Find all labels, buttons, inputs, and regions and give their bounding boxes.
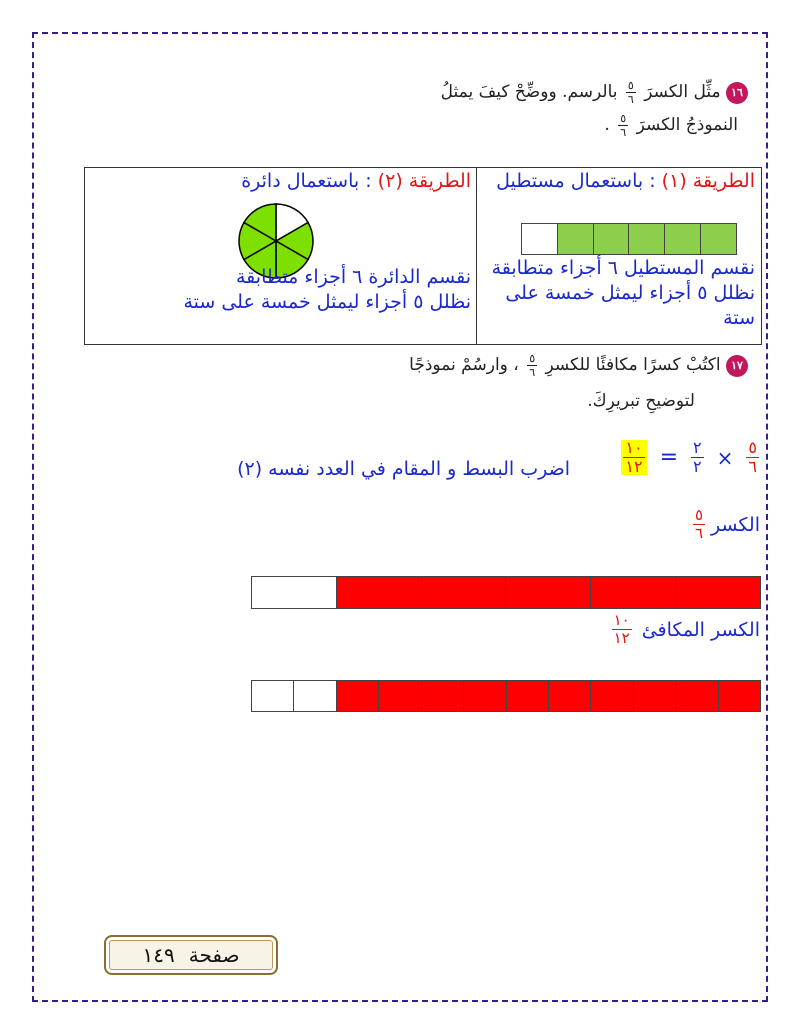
bar-segment-shaded — [676, 577, 760, 608]
question-number-badge: ١٧ — [726, 355, 748, 377]
bar-segment-shaded — [337, 577, 422, 608]
method-1-description: نقسم المستطيل ٦ أجزاء متطابقة نظلل ٥ أجزاء ليمثل خمسة على ستة — [491, 257, 755, 329]
original-fraction — [746, 440, 759, 475]
bar-segment-shaded — [549, 681, 591, 711]
times-sign: × — [716, 445, 734, 470]
question-16 — [441, 80, 748, 105]
fraction-denominator: ٦ — [694, 524, 703, 542]
method-1-caption: : باستعمال مستطيل — [496, 170, 662, 192]
fraction-denominator: ٦ — [620, 126, 627, 139]
fraction-denominator: ٢ — [693, 457, 702, 476]
method-2-title — [241, 170, 471, 192]
fraction-denominator: ٦ — [748, 457, 757, 476]
inline-fraction — [527, 353, 537, 378]
page-word: صفحة — [188, 943, 240, 967]
bar-segment-shaded — [665, 224, 701, 254]
bar-segment-shaded — [719, 681, 760, 711]
method-1-label: الطريقة (١) — [661, 170, 755, 192]
bar-segment-empty — [252, 577, 337, 608]
equals-sign: = — [659, 445, 679, 470]
question-text-part: . — [604, 115, 610, 135]
fraction-denominator: ١٢ — [613, 629, 630, 647]
fraction-numerator: ٥ — [627, 79, 634, 92]
bar-segment-shaded — [506, 577, 591, 608]
inline-fraction — [618, 113, 628, 138]
method-2-label: الطريقة (٢) — [377, 170, 471, 192]
equation-explanation: اضرب البسط و المقام في العدد نفسه (٢) — [237, 458, 570, 480]
question-text-part: ، وارسُمْ نموذجًا — [409, 355, 519, 375]
bar-segment-shaded — [464, 681, 506, 711]
question-17 — [409, 353, 748, 378]
bar-1-label — [690, 508, 760, 541]
bar-segment-shaded — [634, 681, 676, 711]
bar-segment-shaded — [591, 577, 676, 608]
bar-segment-empty — [294, 681, 336, 711]
question-text-part: اكتُبْ كسرًا مكافئًا للكسرِ — [545, 355, 721, 375]
method-2-cell — [85, 168, 477, 344]
fraction-numerator: ٥ — [748, 438, 757, 457]
equation — [618, 440, 762, 475]
fraction-numerator: ١٠ — [613, 611, 630, 629]
inline-fraction — [626, 80, 636, 105]
fraction-denominator: ٦ — [627, 93, 634, 106]
multiplier-fraction — [691, 440, 704, 475]
fraction-numerator: ٥ — [620, 112, 627, 125]
bar-2-label — [609, 613, 760, 646]
fraction-denominator: ٦ — [529, 366, 536, 379]
page-number-label — [104, 935, 278, 975]
bar-segment-shaded — [379, 681, 421, 711]
question-number-badge: ١٦ — [726, 82, 748, 104]
bar-segment-shaded — [594, 224, 630, 254]
fraction-numerator: ١٠ — [625, 438, 643, 457]
method-1-rectangle-model — [521, 223, 737, 255]
fraction-numerator: ٥ — [529, 352, 536, 365]
bar-segment-shaded — [422, 681, 464, 711]
question-17-line2: لتوضيحِ تبريرِكَ. — [587, 391, 695, 411]
methods-table — [84, 167, 762, 345]
fraction-numerator: ٥ — [694, 506, 703, 524]
bar-2-fraction — [612, 613, 632, 646]
method-1-cell — [476, 168, 761, 344]
bar-segment-shaded — [422, 577, 507, 608]
bar-segment-shaded — [591, 681, 633, 711]
question-text-part: النموذجُ الكسرَ — [636, 115, 738, 135]
bar-segment-shaded — [701, 224, 736, 254]
bar-segment-empty — [252, 681, 294, 711]
bar-segment-shaded — [337, 681, 379, 711]
bar-segment-shaded — [507, 681, 549, 711]
bar-segment-shaded — [558, 224, 594, 254]
bar-2-model — [251, 680, 761, 712]
method-2-description-line1: نقسم الدائرة ٦ أجزاء متطابقة — [235, 266, 471, 288]
fraction-denominator: ١٢ — [625, 457, 643, 476]
method-2-description-line2: نظلل ٥ أجزاء ليمثل خمسة على ستة — [183, 291, 471, 313]
bar-1-fraction — [693, 508, 705, 541]
question-text-part: مثِّل الكسرَ — [644, 82, 721, 102]
bar-2-label-text: الكسر المكافئ — [641, 618, 760, 641]
question-text-part: بالرسم. ووضِّحْ كيفَ يمثلُ — [440, 82, 618, 102]
bar-segment-shaded — [676, 681, 718, 711]
method-2-caption: : باستعمال دائرة — [241, 170, 378, 192]
fraction-numerator: ٢ — [693, 438, 702, 457]
method-1-title — [496, 170, 755, 192]
result-fraction — [621, 440, 646, 475]
bar-segment-empty — [522, 224, 558, 254]
question-16-line2 — [604, 113, 738, 138]
bar-segment-shaded — [629, 224, 665, 254]
page-number: ١٤٩ — [142, 943, 175, 967]
bar-1-label-text: الكسر — [711, 513, 760, 536]
bar-1-model — [251, 576, 761, 609]
